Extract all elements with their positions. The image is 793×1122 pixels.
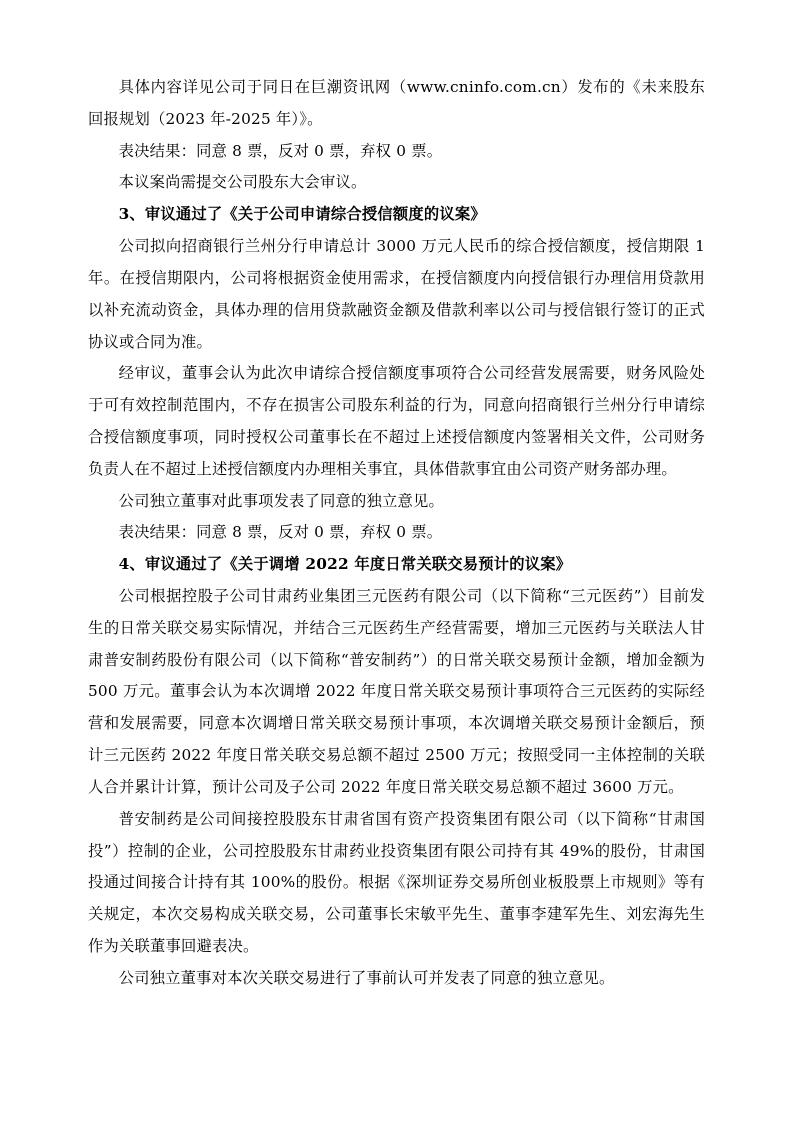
paragraph-submit-notice: 本议案尚需提交公司股东大会审议。 (118, 173, 367, 192)
paragraph-related-transaction-increase: 公司根据控股子公司甘肃药业集团三元医药有限公司（以下简称“三元医药”）目前发生的日常关联交易实际情况，并结合三元医药生产经营需要，增加三元医药与关联法人甘肃普安制药股份有限公司（以下简称“普安制药”）的日常关联交易预计金额，增加金额为 500 万元。董事会认为本次调增 2022 年度日常关联交易预计事项符合三元医药的实际经营和发展需要，同意本次调增日常关联交易预计事项，本次调增关联交易预计金额后，预计三元医药 2022 年度日常关联交易总额不超过 2500 万元；按照受同一主体控制的关联人合并累计计算，预计公司及子公司 2022 年度日常关联交易总额不超过 3600 万元。 (88, 587, 705, 796)
paragraph-credit-line-application: 公司拟向招商银行兰州分行申请总计 3000 万元人民币的综合授信额度，授信期限 1 年。在授信期限内，公司将根据资金使用需求，在授信额度内向授信银行办理信用贷款用以补充流动资金，具体办理的信用贷款融资金额及借款利率以公司与授信银行签订的正式协议或合同为准。 (88, 237, 705, 351)
document-body (88, 72, 705, 995)
paragraph-independent-director-opinion-1: 公司独立董事对此事项发表了同意的独立意见。 (118, 491, 445, 510)
heading-item-4: 4、审议通过了《关于调增 2022 年度日常关联交易预计的议案》 (118, 555, 572, 574)
paragraph-board-review-credit: 经审议，董事会认为此次申请综合授信额度事项符合公司经营发展需要，财务风险处于可有效控制范围内，不存在损害公司股东利益的行为，同意向招商银行兰州分行申请综合授信额度事项，同时授权公司董事长在不超过上述授信额度内签署相关文件，公司财务负责人在不超过上述授信额度内办理相关事宜，具体借款事宜由公司资产财务部办理。 (88, 364, 705, 478)
paragraph-vote-result-2: 表决结果：同意 8 票，反对 0 票，弃权 0 票。 (118, 523, 443, 542)
paragraph-independent-director-opinion-2: 公司独立董事对本次关联交易进行了事前认可并发表了同意的独立意见。 (118, 968, 615, 987)
paragraph-vote-result-1: 表决结果：同意 8 票，反对 0 票，弃权 0 票。 (118, 141, 443, 160)
paragraph-1: 具体内容详见公司于同日在巨潮资讯网（www.cninfo.com.cn）发布的《未来股东回报规划（2023 年-2025 年）》。 (88, 78, 705, 128)
heading-item-3: 3、审议通过了《关于公司申请综合授信额度的议案》 (118, 205, 486, 224)
paragraph-puan-ownership: 普安制药是公司间接控股股东甘肃省国有资产投资集团有限公司（以下简称“甘肃国投”）控制的企业，公司控股股东甘肃药业投资集团有限公司持有其 49%的股份，甘肃国投通过间接合计持有其 100%的股份。根据《深圳证券交易所创业板股票上市规则》等有关规定，本次交易构成关联交易，公司董事长宋敏平先生、董事李建军先生、刘宏海先生作为关联董事回避表决。 (88, 809, 705, 955)
